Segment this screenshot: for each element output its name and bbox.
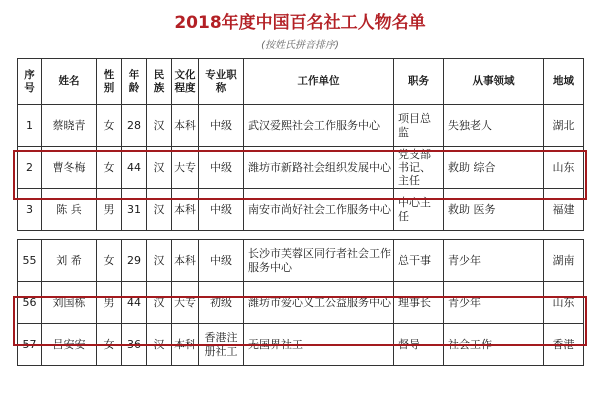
table-cell: 44 — [122, 147, 147, 189]
table-cell: 刘 希 — [42, 240, 97, 282]
table-cell: 初级 — [199, 282, 244, 324]
table-cell: 救助 综合 — [444, 147, 544, 189]
table-cell: 57 — [18, 324, 42, 366]
table-row — [18, 240, 584, 282]
table-cell: 香港 — [544, 324, 584, 366]
table-row — [18, 324, 584, 366]
table-cell: 无国界社工 — [244, 324, 394, 366]
table-cell: 44 — [122, 282, 147, 324]
table-cell: 31 — [122, 189, 147, 231]
header-cell: 年龄 — [122, 59, 147, 105]
page-title: 2018年度中国百名社工人物名单 — [174, 13, 426, 33]
table-cell: 督导 — [394, 324, 444, 366]
table-cell: 中心主任 — [394, 189, 444, 231]
table-cell: 陈 兵 — [42, 189, 97, 231]
table-cell: 汉 — [147, 105, 172, 147]
table-cell: 吕安安 — [42, 324, 97, 366]
table-cell: 汉 — [147, 240, 172, 282]
header-cell: 文化程度 — [172, 59, 199, 105]
table-cell: 28 — [122, 105, 147, 147]
header-cell: 民族 — [147, 59, 172, 105]
table-cell: 总干事 — [394, 240, 444, 282]
table-cell: 女 — [97, 147, 122, 189]
table-cell: 29 — [122, 240, 147, 282]
table-cell: 中级 — [199, 105, 244, 147]
table-cell: 潍坊市爱心义工公益服务中心 — [244, 282, 394, 324]
table-cell: 56 — [18, 282, 42, 324]
header-cell: 专业职称 — [199, 59, 244, 105]
table-row — [18, 105, 584, 147]
table-header-row — [18, 59, 584, 105]
header-cell: 从事领域 — [444, 59, 544, 105]
table-cell: 山东 — [544, 282, 584, 324]
table-gap-row — [18, 231, 584, 240]
table-cell: 武汉爱熙社会工作服务中心 — [244, 105, 394, 147]
table-cell: 失独老人 — [444, 105, 544, 147]
table-cell: 南安市尚好社会工作服务中心 — [244, 189, 394, 231]
table-cell: 男 — [97, 282, 122, 324]
table-gap — [18, 231, 584, 240]
table-cell: 社会工作 — [444, 324, 544, 366]
table-cell: 女 — [97, 324, 122, 366]
table-cell: 男 — [97, 189, 122, 231]
table-cell: 青少年 — [444, 282, 544, 324]
table-cell: 曹冬梅 — [42, 147, 97, 189]
table-cell: 中级 — [199, 147, 244, 189]
header-cell: 地域 — [544, 59, 584, 105]
table-cell: 女 — [97, 105, 122, 147]
table-cell: 理事长 — [394, 282, 444, 324]
table-cell: 3 — [18, 189, 42, 231]
header-cell: 性别 — [97, 59, 122, 105]
table-cell: 本科 — [172, 189, 199, 231]
table-cell: 救助 医务 — [444, 189, 544, 231]
table-cell: 汉 — [147, 189, 172, 231]
table-cell: 1 — [18, 105, 42, 147]
table-row — [18, 147, 584, 189]
table-cell: 汉 — [147, 282, 172, 324]
table-cell: 大专 — [172, 147, 199, 189]
header-cell: 工作单位 — [244, 59, 394, 105]
table-cell: 36 — [122, 324, 147, 366]
table-cell: 本科 — [172, 324, 199, 366]
table-row — [18, 189, 584, 231]
table-cell: 大专 — [172, 282, 199, 324]
table-cell: 2 — [18, 147, 42, 189]
table-cell: 汉 — [147, 324, 172, 366]
roster-table — [17, 58, 584, 366]
table-cell: 山东 — [544, 147, 584, 189]
table-cell: 潍坊市新路社会组织发展中心 — [244, 147, 394, 189]
table-cell: 中级 — [199, 189, 244, 231]
table-cell: 长沙市芙蓉区同行者社会工作服务中心 — [244, 240, 394, 282]
table-cell: 55 — [18, 240, 42, 282]
header-cell: 序号 — [18, 59, 42, 105]
table-row — [18, 282, 584, 324]
table-cell: 女 — [97, 240, 122, 282]
header-cell: 姓名 — [42, 59, 97, 105]
table-cell: 汉 — [147, 147, 172, 189]
page-subtitle: (按姓氏拼音排序) — [261, 40, 339, 51]
table-cell: 本科 — [172, 240, 199, 282]
table-cell: 项目总监 — [394, 105, 444, 147]
table-cell: 刘国栋 — [42, 282, 97, 324]
table-cell: 党支部书记、主任 — [394, 147, 444, 189]
table-cell: 中级 — [199, 240, 244, 282]
header-cell: 职务 — [394, 59, 444, 105]
table-cell: 湖南 — [544, 240, 584, 282]
table-cell: 湖北 — [544, 105, 584, 147]
table-cell: 青少年 — [444, 240, 544, 282]
table-cell: 蔡晓青 — [42, 105, 97, 147]
table-cell: 香港注册社工 — [199, 324, 244, 366]
table-cell: 福建 — [544, 189, 584, 231]
table-cell: 本科 — [172, 105, 199, 147]
